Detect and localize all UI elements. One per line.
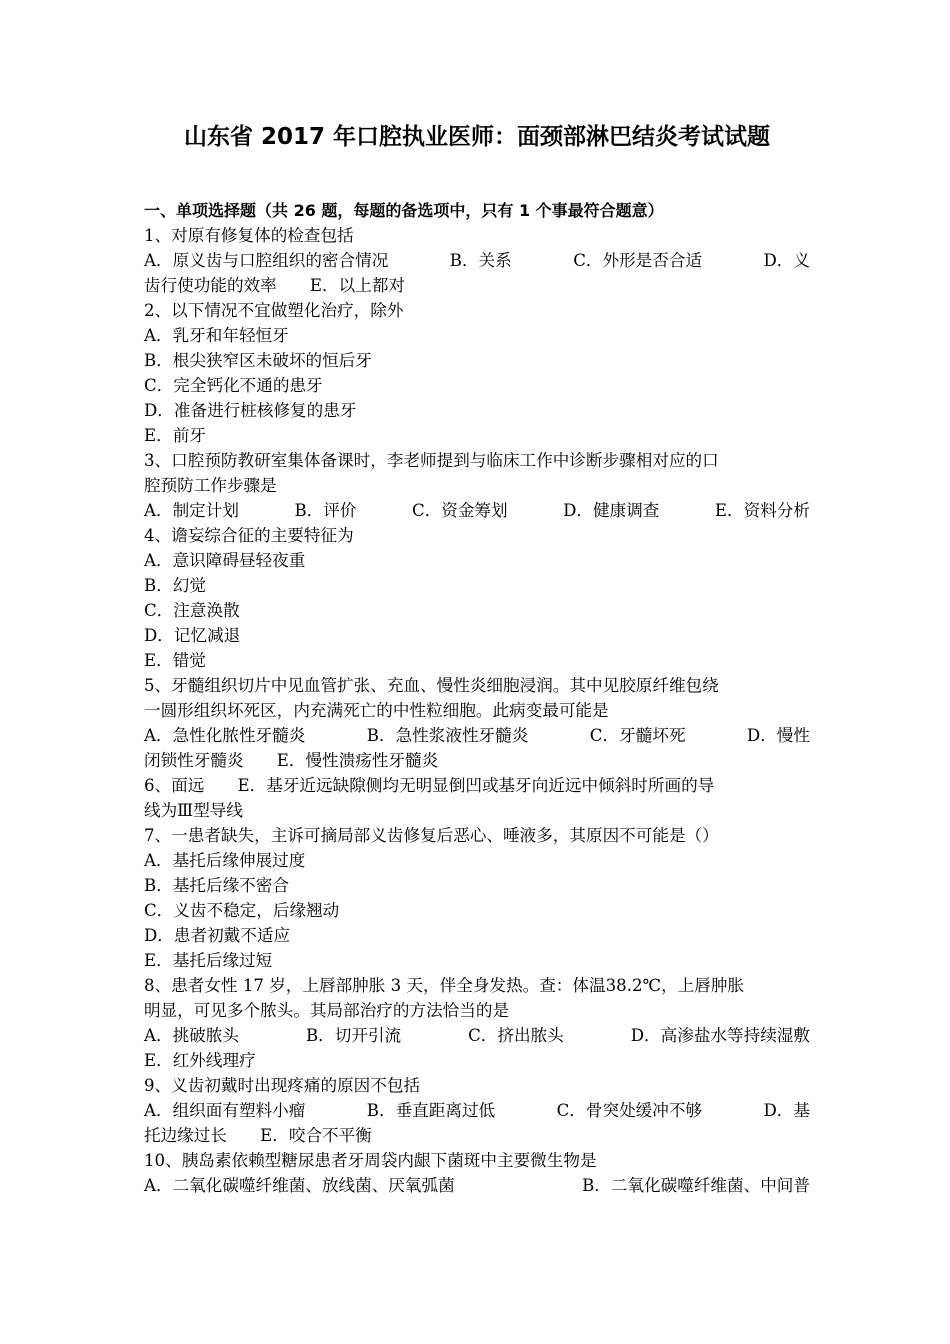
option-row: [144, 248, 810, 273]
answer-option: D．健康调查: [563, 501, 660, 520]
question-stem: 8、患者女性 17 岁，上唇部肿胀 3 天，伴全身发热。查：体温38.2℃，上唇肿胀: [144, 976, 745, 995]
option-row: [144, 723, 810, 748]
question-stem: 10、胰岛素依赖型糖尿患者牙周袋内龈下菌斑中主要微生物是: [144, 1151, 597, 1170]
option-row: [144, 1023, 810, 1048]
answer-line: D．准备进行桩核修复的患牙: [144, 401, 357, 420]
question-stem: 7、一患者缺失，主诉可摘局部义齿修复后恶心、唾液多，其原因不可能是（）: [144, 826, 719, 845]
question-block: [144, 1148, 810, 1198]
answer-line: E．前牙: [144, 426, 206, 445]
answer-option: D．义: [763, 251, 810, 270]
question-block: [144, 448, 810, 523]
question-stem: 3、口腔预防教研室集体备课时，李老师提到与临床工作中诊断步骤相对应的口: [144, 451, 719, 470]
option-row: [144, 1173, 810, 1198]
question-stem: 2、以下情况不宜做塑化治疗，除外: [144, 301, 404, 320]
answer-line: E．基托后缘过短: [144, 951, 273, 970]
question-stem: 线为Ⅲ型导线: [144, 801, 243, 820]
answer-line: 齿行使功能的效率 E．以上都对: [144, 276, 406, 295]
answer-line: E．红外线理疗: [144, 1051, 256, 1070]
answer-line: B．根尖狭窄区未破坏的恒后牙: [144, 351, 372, 370]
question-block: [144, 1073, 810, 1148]
document-title: 山东省 2017 年口腔执业医师：面颈部淋巴结炎考试试题: [183, 124, 771, 150]
answer-line: C．注意涣散: [144, 601, 240, 620]
answer-line: A．乳牙和年轻恒牙: [144, 326, 289, 345]
answer-option: A．挑破脓头: [144, 1026, 239, 1045]
answer-option: D．高渗盐水等持续湿敷: [630, 1026, 810, 1045]
answer-option: C．外形是否合适: [573, 251, 703, 270]
answer-option: C．骨突处缓冲不够: [556, 1101, 703, 1120]
question-stem: 一圆形组织坏死区，内充满死亡的中性粒细胞。此病变最可能是: [144, 701, 609, 720]
option-row: [144, 1098, 810, 1123]
question-block: [144, 523, 810, 673]
answer-option: A．二氧化碳噬纤维菌、放线菌、厌氧弧菌: [144, 1176, 455, 1195]
question-stem: 明显，可见多个脓头。其局部治疗的方法恰当的是: [144, 1001, 510, 1020]
answer-option: B．切开引流: [305, 1026, 402, 1045]
question-block: [144, 673, 810, 773]
answer-line: B．基托后缘不密合: [144, 876, 289, 895]
answer-line: A．意识障碍昼轻夜重: [144, 551, 306, 570]
question-stem: 6、面远 E．基牙近远缺隙侧均无明显倒凹或基牙向近远中倾斜时所画的导: [144, 776, 715, 795]
question-stem: 腔预防工作步骤是: [144, 476, 277, 495]
answer-line: C．完全钙化不通的患牙: [144, 376, 323, 395]
answer-option: E．资料分析: [714, 501, 810, 520]
question-block: [144, 823, 810, 973]
answer-option: A．原义齿与口腔组织的密合情况: [144, 251, 389, 270]
question-block: [144, 773, 810, 823]
option-row: [144, 498, 810, 523]
answer-option: B．急性浆液性牙髓炎: [366, 726, 529, 745]
question-stem: 1、对原有修复体的检查包括: [144, 226, 354, 245]
question-stem: 5、牙髓组织切片中见血管扩张、充血、慢性炎细胞浸润。其中见胶原纤维包绕: [144, 676, 719, 695]
answer-option: B．二氧化碳噬纤维菌、中间普: [582, 1176, 810, 1195]
answer-option: A．组织面有塑料小瘤: [144, 1101, 306, 1120]
answer-line: B．幻觉: [144, 576, 206, 595]
answer-option: D．基: [763, 1101, 810, 1120]
answer-option: B．关系: [449, 251, 512, 270]
answer-line: D．记忆减退: [144, 626, 241, 645]
question-stem: 4、谵妄综合征的主要特征为: [144, 526, 354, 545]
question-block: [144, 298, 810, 448]
answer-line: E．错觉: [144, 651, 206, 670]
answer-line: A．基托后缘伸展过度: [144, 851, 306, 870]
document-page: [144, 120, 810, 1198]
question-block: [144, 223, 810, 298]
answer-line: D．患者初戴不适应: [144, 926, 291, 945]
answer-option: A．急性化脓性牙髓炎: [144, 726, 306, 745]
answer-option: D．慢性: [746, 726, 810, 745]
answer-option: B．垂直距离过低: [366, 1101, 496, 1120]
answer-option: C．挤出脓头: [468, 1026, 564, 1045]
question-list: [144, 223, 810, 1198]
question-stem: 9、义齿初戴时出现疼痛的原因不包括: [144, 1076, 421, 1095]
answer-line: 闭锁性牙髓炎 E．慢性溃疡性牙髓炎: [144, 751, 439, 770]
answer-line: 托边缘过长 E．咬合不平衡: [144, 1126, 372, 1145]
answer-option: C．资金筹划: [411, 501, 508, 520]
question-block: [144, 973, 810, 1073]
section-heading: 一、单项选择题（共 26 题，每题的备选项中，只有 1 个事最符合题意）: [144, 201, 664, 220]
answer-line: C．义齿不稳定，后缘翘动: [144, 901, 340, 920]
answer-option: B．评价: [294, 501, 357, 520]
answer-option: A．制定计划: [144, 501, 239, 520]
answer-option: C．牙髓坏死: [589, 726, 686, 745]
